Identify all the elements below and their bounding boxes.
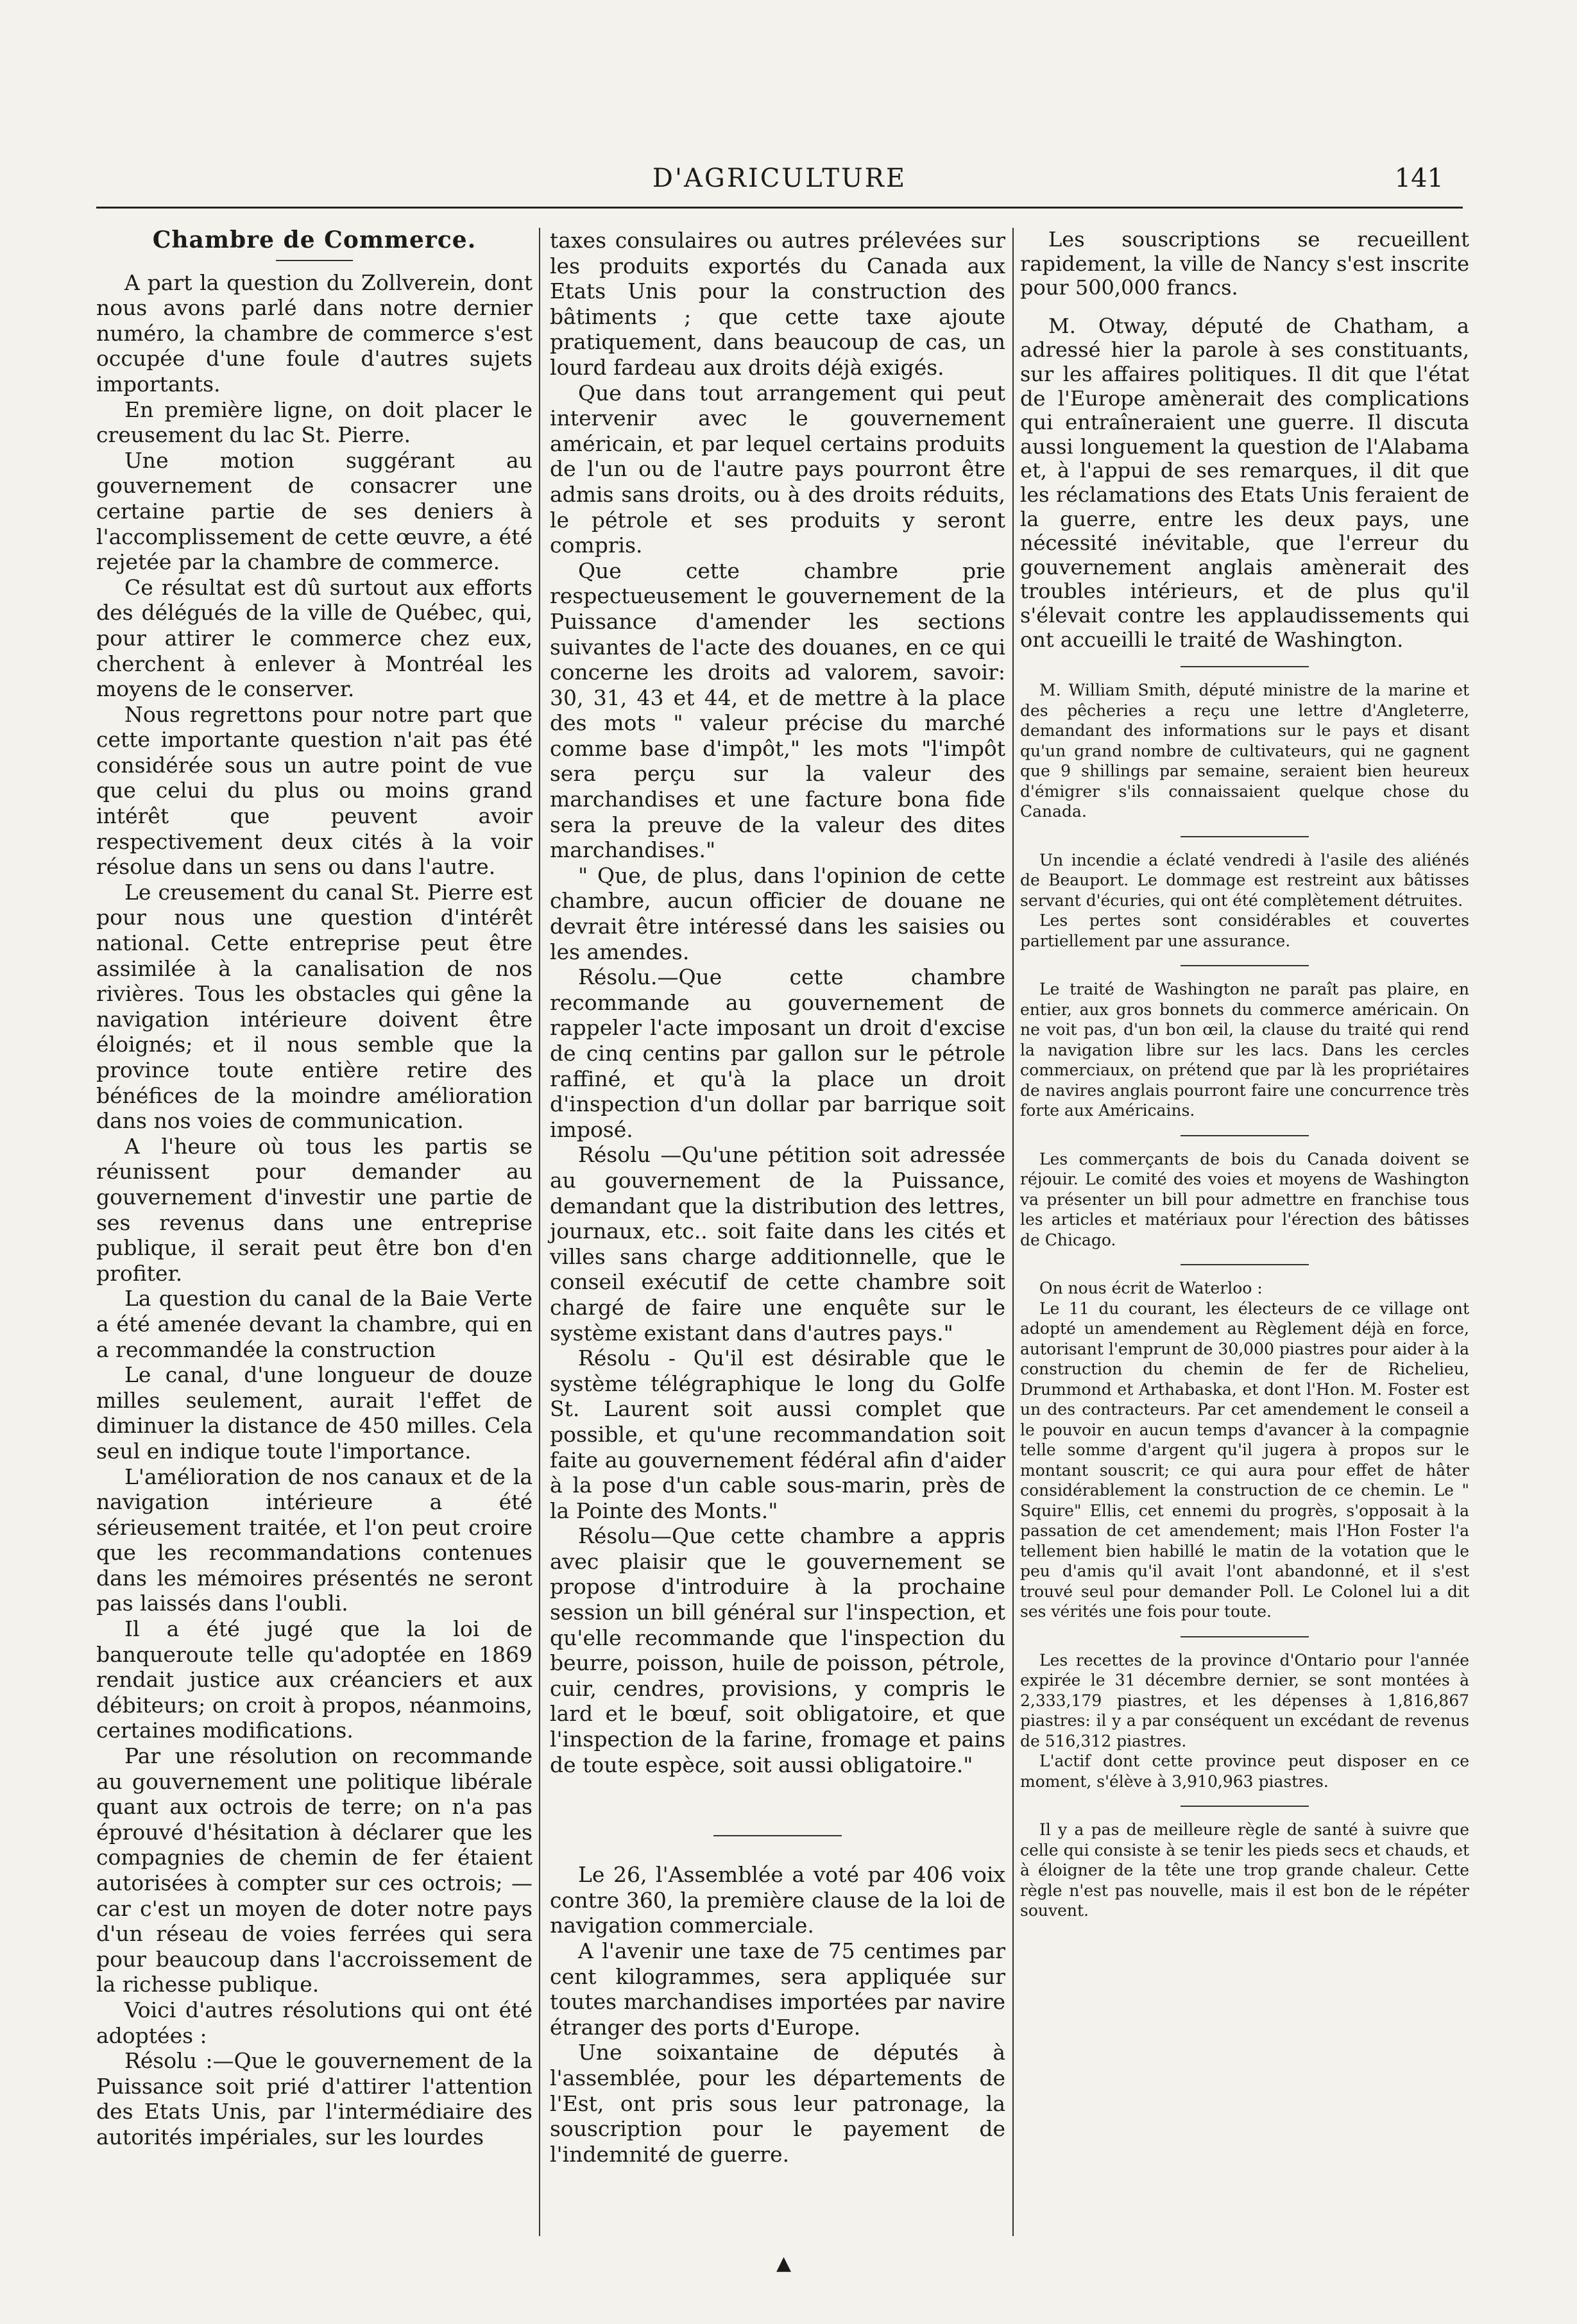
paragraph: Résolu —Qu'une pétition soit adressée au gouvernement de la Puissance, demandant que la distribution des lettres, journaux, etc.. soit faite dans les cités et villes sans charge additionnelle, que le conseil exécutif de cette chambre soit chargé de faire une enquête sur le système existant dans d'autres pays." xyxy=(550,1142,1005,1346)
paragraph: Une soixantaine de députés à l'assemblée, pour les départements de l'Est, ont pris sous leur patronage, la souscription pour le payement de l'indemnité de guerre. xyxy=(550,2040,1005,2167)
paragraph: Résolu - Qu'il est désirable que le système télégraphique le long du Golfe St. Laurent soit aussi complet que possible, et qu'une recommandation soit faite au gouvernement fédéral afin d'aider à la pose d'un cable sous-marin, près de la Pointe des Monts." xyxy=(550,1346,1005,1523)
paragraph: Résolu.—Que cette chambre recommande au gouvernement de rappeler l'acte imposant un droit d'excise de cinq centins par gallon sur le pétrole raffiné, et qu'à la place un droit d'inspection d'un dollar par barrique soit imposé. xyxy=(550,964,1005,1142)
separator-rule xyxy=(1181,836,1309,837)
column-rule xyxy=(539,228,540,2236)
paragraph: L'amélioration de nos canaux et de la navigation intérieure a été sérieusement traitée, et l'on peut croire que les recommandations contenues dans les mémoires présentés ne seront pas laissés dans l'oubli. xyxy=(96,1464,533,1616)
news-brief: On nous écrit de Waterloo : xyxy=(1039,1279,1263,1298)
paragraph: La question du canal de la Baie Verte a été amenée devant la chambre, qui en a recommandée la construction xyxy=(96,1286,533,1362)
paragraph: Nous regrettons pour notre part que cette importante question n'ait pas été considérée sous un autre point de vue que celui du plus ou moins grand intérêt que peuvent avoir respectivement deux cités à la voir résolue dans un sens ou dans l'autre. xyxy=(96,701,533,880)
section-title: Chambre de Commerce. xyxy=(152,226,477,253)
separator-rule xyxy=(1181,1135,1309,1136)
news-brief: Le 11 du courant, les électeurs de ce village ont adopté un amendement au Règlement déjà en force, autorisant l'emprunt de 30,000 piastres pour aider à la construction du chemin de fer de Richelieu, Drummond et Arthabaska, et dont l'Hon. M. Foster est un des contracteurs. Par cet amendement le conseil a le pouvoir en aucun temps d'avancer à la compagnie telle somme d'argent qu'il jugera à propos sur le montant souscrit; ce qui aura pour effet de hâter considérablement la construction de ce chemin. Le " Squire" Ellis, cet ennemi du progrès, s'opposait à la passation de cet amendement; mais l'Hon Foster l'a tellement bien habillé le matin de la votation que le peu d'amis qu'il avait l'ont abandonné, et il s'est trouvé seul pour demander Poll. Le Colonel lui a dit ses vérités une fois pour toute. xyxy=(1020,1299,1469,1621)
paragraph: Que cette chambre prie respectueusement le gouvernement de la Puissance d'amender les sections suivantes de l'acte des douanes, en ce qui concerne les droits ad valorem, savoir: 30, 31, 43 et 44, et de mettre à la place des mots " valeur précise du marché comme base d'impôt," les mots "l'impôt sera perçu sur la valeur des marchandises et une facture bona fide sera la preuve de la valeur des dites marchandises." xyxy=(550,558,1005,863)
paragraph: Le canal, d'une longueur de douze milles seulement, aurait l'effet de diminuer la distance de 450 milles. Cela seul en indique toute l'importance. xyxy=(96,1362,533,1464)
column-1 xyxy=(96,228,533,2150)
news-brief: Les recettes de la province d'Ontario pour l'année expirée le 31 décembre dernier, se sont montées à 2,333,179 piastres, et les dépenses à 1,816,867 piastres: il y a par conséquent un excédant de revenus de 516,312 piastres. xyxy=(1020,1650,1469,1750)
news-brief: M. William Smith, député ministre de la marine et des pêcheries a reçu une lettre d'Angleterre, demandant des informations sur le pays et disant qu'un grand nombre de cultivateurs, qui ne gagnent que 9 shillings par semaine, seraient bien heureux d'émigrer s'ils connaissaient quelque chose du Canada. xyxy=(1020,681,1469,821)
news-brief: Les pertes sont considérables et couvertes partiellement par une assurance. xyxy=(1020,911,1469,950)
page-number: 141 xyxy=(1394,164,1444,193)
title-rule xyxy=(276,260,353,261)
paragraph: Résolu :—Que le gouvernement de la Puissance soit prié d'attirer l'attention des Etats Unis, par l'intermédiaire des autorités impériales, sur les lourdes xyxy=(96,2048,533,2149)
column-3 xyxy=(1020,228,1469,1921)
separator-rule xyxy=(713,1835,842,1836)
paragraph: Voici d'autres résolutions qui ont été adoptées : xyxy=(96,1997,533,2048)
header-rule xyxy=(96,207,1463,209)
paragraph: A part la question du Zollverein, dont nous avons parlé dans notre dernier numéro, la chambre de commerce s'est occupée d'une foule d'autres sujets importants. xyxy=(96,269,533,397)
paragraph: Il a été jugé que la loi de banqueroute telle qu'adoptée en 1869 rendait justice aux créanciers et aux débiteurs; on croit à propos, néanmoins, certaines modifications. xyxy=(96,1616,533,1743)
paragraph: " Que, de plus, dans l'opinion de cette chambre, aucun officier de douane ne devrait être intéressé dans les saisies ou les amendes. xyxy=(550,862,1005,964)
separator-rule xyxy=(1181,666,1309,667)
printer-mark: ▲ xyxy=(776,2252,792,2275)
paragraph: M. Otway, député de Chatham, a adressé hier la parole à ses constituants, sur les affaires politiques. Il dit que l'état de l'Europe amènerait des complications qui entraîneraient une guerre. Il discuta aussi longuement la question de l'Alabama et, à l'appui de ses remarques, il dit que les réclamations des Etats Unis feraient de la guerre, entre les deux pays, une nécessité inévitable, que l'erreur du gouvernement anglais amènerait des troubles intérieurs, et de plus qu'il s'élevait contre les applaudissements qui ont accueilli le traité de Washington. xyxy=(1020,313,1469,652)
news-brief: Il y a pas de meilleure règle de santé à suivre que celle qui consiste à se tenir les pieds secs et chauds, et à éloigner de la tête une trop grande chaleur. Cette règle n'est pas nouvelle, mais il est bon de le répéter souvent. xyxy=(1020,1820,1469,1920)
news-brief: Le traité de Washington ne paraît pas plaire, en entier, aux gros bonnets du commerce américain. On ne voit pas, d'un bon œil, la clause du traité qui rend la navigation libre sur les lacs. Dans les cercles commerciaux, on prétend que par là les propriétaires de navires anglais pourront faire une concurrence très forte aux Américains. xyxy=(1020,980,1469,1120)
news-brief: Un incendie a éclaté vendredi à l'asile des aliénés de Beauport. Le dommage est restreint aux bâtisses servant d'écuries, qui ont été complètement détruites. xyxy=(1020,850,1469,910)
paragraph: Les souscriptions se recueillent rapidement, la ville de Nancy s'est inscrite pour 500,000 francs. xyxy=(1020,227,1469,300)
paragraph: Que dans tout arrangement qui peut intervenir avec le gouvernement américain, et par lequel certains produits de l'un ou de l'autre pays pourront être admis sans droits, ou à des droits réduits, le pétrole et ses produits y seront compris. xyxy=(550,380,1005,558)
page-header xyxy=(96,164,1463,202)
paragraph: A l'heure où tous les partis se réunissent pour demander au gouvernement d'investir une partie de ses revenus dans une entreprise publique, il serait peut être bon d'en profiter. xyxy=(96,1133,533,1286)
separator-rule xyxy=(1181,1636,1309,1637)
running-title: D'AGRICULTURE xyxy=(652,164,907,193)
column-rule xyxy=(1012,228,1014,2236)
paragraph: Le 26, l'Assemblée a voté par 406 voix contre 360, la première clause de la loi de navigation commerciale. xyxy=(550,1862,1005,1938)
paragraph: En première ligne, on doit placer le creusement du lac St. Pierre. xyxy=(96,397,533,448)
paragraph: A l'avenir une taxe de 75 centimes par cent kilogrammes, sera appliquée sur toutes marchandises importées par navire étranger des ports d'Europe. xyxy=(550,1938,1005,2040)
separator-rule xyxy=(1181,965,1309,966)
separator-rule xyxy=(1181,1264,1309,1265)
paragraph: Le creusement du canal St. Pierre est pour nous une question d'intérêt national. Cette entreprise peut être assimilée à la canalisation de nos rivières. Tous les obstacles qui gêne la navigation intérieure doivent être éloignés; et il nous semble que la province toute entière retire des bénéfices de la moindre amélioration dans nos voies de communication. xyxy=(96,879,533,1134)
news-brief: L'actif dont cette province peut disposer en ce moment, s'élève à 3,910,963 piastres. xyxy=(1020,1752,1469,1791)
separator-rule xyxy=(1181,1806,1309,1807)
column-2 xyxy=(550,228,1005,2167)
news-brief: Les commerçants de bois du Canada doivent se réjouir. Le comité des voies et moyens de Washington va présenter un bill pour admettre en franchise tous les articles et matériaux pour l'érection des bâtisses de Chicago. xyxy=(1020,1149,1469,1249)
paragraph: Ce résultat est dû surtout aux efforts des délégués de la ville de Québec, qui, pour attirer le commerce chez eux, cherchent à enlever à Montréal les moyens de le conserver. xyxy=(96,574,533,702)
paragraph: taxes consulaires ou autres prélevées sur les produits exportés du Canada aux Etats Unis pour la construction des bâtiments ; que cette taxe ajoute pratiquement, dans beaucoup de cas, un lourd fardeau aux droits déjà exigés. xyxy=(550,228,1005,380)
paragraph: Par une résolution on recommande au gouvernement une politique libérale quant aux octrois de terre; on n'a pas éprouvé d'hésitation à déclarer que les compagnies de chemin de fer étaient autorisées à compter sur ces octrois; — car c'est un moyen de doter notre pays d'un réseau de voies ferrées qui sera pour beaucoup dans l'accroissement de la richesse publique. xyxy=(96,1743,533,1997)
paragraph: Résolu—Que cette chambre a appris avec plaisir que le gouvernement se propose d'introduire à la prochaine session un bill général sur l'inspection, et qu'elle recommande que l'inspection du beurre, poisson, huile de poisson, pétrole, cuir, cendres, provisions, y compris le lard et le bœuf, soit obligatoire, et que l'inspection de la farine, fromage et pains de toute espèce, soit aussi obligatoire." xyxy=(550,1523,1005,1777)
news-briefs xyxy=(1020,680,1469,1921)
paragraph: Une motion suggérant au gouvernement de consacrer une certaine partie de ses deniers à l'accomplissement de cette œuvre, a été rejetée par la chambre de commerce. xyxy=(96,447,533,575)
